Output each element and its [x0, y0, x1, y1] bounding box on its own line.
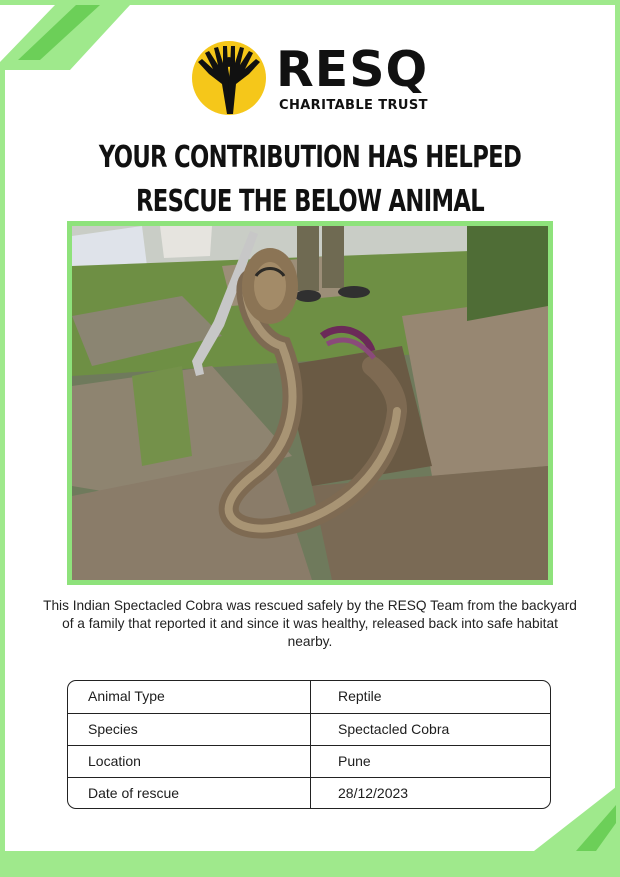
table-row: [68, 681, 550, 713]
rescue-description: This Indian Spectacled Cobra was rescued safely by the RESQ Team from the backyard of a family that reported it and since it was healthy, released back into safe habitat nearby.: [43, 598, 577, 649]
photo-frame: [67, 221, 553, 585]
row-value-species: Spectacled Cobra: [338, 721, 450, 737]
corner-decoration-top-left: [0, 0, 200, 70]
row-value-animal-type: Reptile: [338, 688, 382, 704]
row-label-date-of-rescue: Date of rescue: [88, 785, 180, 801]
hands-circle-icon: [191, 40, 267, 116]
resq-logo: [191, 40, 431, 120]
row-label-location: Location: [88, 753, 141, 769]
brand-subtitle: CHARITABLE TRUST: [279, 98, 428, 113]
row-value-date-of-rescue: 28/12/2023: [338, 785, 409, 801]
cobra-photo: [72, 226, 548, 580]
table-row: [68, 713, 550, 745]
row-value-location: Pune: [338, 753, 371, 769]
page-headline: YOUR CONTRIBUTION HAS HELPED RESCUE THE BELOW ANIMAL: [98, 140, 522, 219]
row-label-animal-type: Animal Type: [88, 688, 165, 704]
rescue-details-table: [67, 680, 551, 809]
table-row: [68, 745, 550, 777]
brand-name: RESQ: [276, 41, 429, 98]
table-row: [68, 777, 550, 809]
row-label-species: Species: [88, 721, 138, 737]
